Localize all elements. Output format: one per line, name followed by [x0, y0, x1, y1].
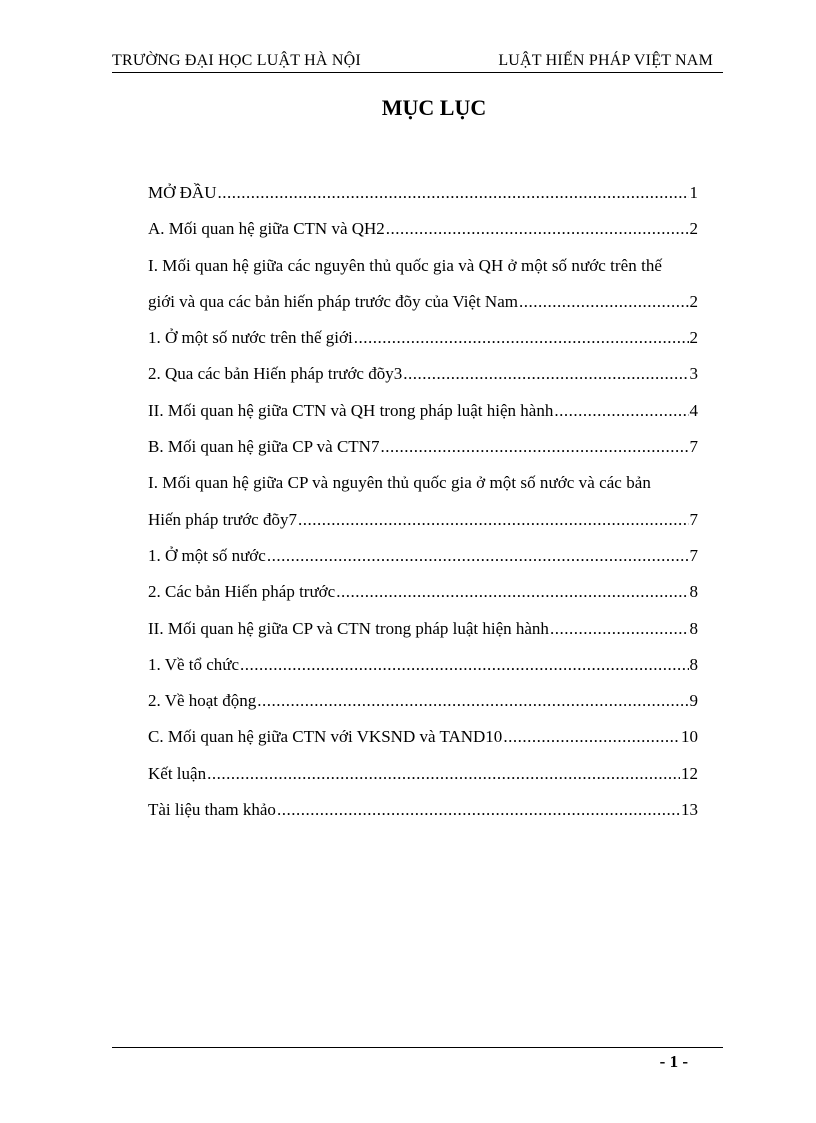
toc-entry-line1[interactable]: I. Mối quan hệ giữa CP và nguyên thủ quốc gia ở một số nước và các bản — [148, 473, 651, 493]
toc-entry[interactable] — [148, 400, 698, 422]
dot-leader — [277, 799, 680, 821]
toc-entry-page: 7 — [689, 437, 698, 457]
toc-entry-page: 9 — [689, 691, 698, 711]
toc-entry[interactable] — [148, 291, 698, 313]
dot-leader — [267, 545, 689, 567]
toc-entry[interactable] — [148, 363, 698, 385]
dot-leader — [207, 763, 680, 785]
header-university: TRƯỜNG ĐẠI HỌC LUẬT HÀ NỘI — [112, 52, 361, 69]
dot-leader — [380, 436, 688, 458]
table-of-contents — [148, 182, 698, 835]
toc-entry-page: 7 — [689, 545, 698, 565]
toc-entry-title: A. Mối quan hệ giữa CTN và QH2 — [148, 219, 385, 239]
toc-entry-title: 1. Về tổ chức — [148, 654, 240, 674]
toc-entry-page: 4 — [689, 400, 698, 420]
toc-entry-title: C. Mối quan hệ giữa CTN với VKSND và TAND10 — [148, 727, 503, 747]
toc-entry-title: Kết luận — [148, 763, 207, 783]
dot-leader — [298, 509, 689, 531]
toc-entry-title: 2. Các bản Hiến pháp trước — [148, 582, 336, 602]
toc-entry-title: giới và qua các bản hiến pháp trước đõy của Việt Nam — [148, 291, 518, 311]
dot-leader — [354, 327, 689, 349]
toc-entry[interactable] — [148, 581, 698, 603]
dot-leader — [336, 581, 688, 603]
toc-entry[interactable] — [148, 799, 698, 821]
toc-entry[interactable] — [148, 690, 698, 712]
toc-entry[interactable] — [148, 545, 698, 567]
toc-entry-title: 2. Về hoạt động — [148, 691, 257, 711]
toc-entry-page: 1 — [689, 183, 698, 202]
toc-entry-title: 2. Qua các bản Hiến pháp trước đõy3 — [148, 364, 403, 384]
dot-leader — [503, 726, 680, 748]
dot-leader — [403, 363, 688, 385]
footer-divider — [112, 1047, 723, 1048]
dot-leader — [386, 218, 689, 240]
toc-entry[interactable] — [148, 182, 698, 204]
dot-leader — [217, 182, 688, 204]
toc-entry-page: 2 — [689, 291, 698, 311]
toc-entry-page: 8 — [689, 654, 698, 674]
toc-entry[interactable] — [148, 763, 698, 785]
dot-leader — [240, 654, 688, 676]
page-title: MỤC LỤC — [381, 95, 487, 120]
toc-entry[interactable] — [148, 726, 698, 748]
toc-entry-line1[interactable]: I. Mối quan hệ giữa các nguyên thủ quốc gia và QH ở một số nước trên thế — [148, 255, 662, 275]
toc-entry[interactable] — [148, 327, 698, 349]
toc-entry-page: 2 — [689, 219, 698, 239]
toc-entry[interactable] — [148, 654, 698, 676]
toc-entry-title: 1. Ở một số nước — [148, 545, 266, 565]
toc-entry-page: 13 — [681, 800, 698, 820]
dot-leader — [519, 291, 689, 313]
toc-entry-page: 10 — [681, 727, 698, 747]
toc-entry-title: Hiến pháp trước đõy7 — [148, 509, 297, 529]
toc-entry[interactable] — [148, 618, 698, 640]
toc-entry-title: MỞ ĐẦU — [148, 183, 217, 202]
toc-entry-page: 12 — [681, 763, 698, 783]
toc-entry-page: 8 — [689, 618, 698, 638]
toc-entry-title: Tài liệu tham khảo — [148, 800, 276, 820]
toc-entry-title: 1. Ở một số nước trên thế giới — [148, 328, 353, 348]
header-subject: LUẬT HIẾN PHÁP VIỆT NAM — [498, 52, 713, 69]
toc-entry-page: 8 — [689, 582, 698, 602]
dot-leader — [550, 618, 689, 640]
toc-entry[interactable] — [148, 436, 698, 458]
toc-entry-page: 2 — [689, 328, 698, 348]
toc-entry[interactable] — [148, 509, 698, 531]
page-number: - 1 - — [659, 1052, 688, 1071]
toc-entry-page: 3 — [689, 364, 698, 384]
toc-entry-title: II. Mối quan hệ giữa CTN và QH trong pháp luật hiện hành — [148, 400, 554, 420]
toc-entry-title: B. Mối quan hệ giữa CP và CTN7 — [148, 437, 380, 457]
dot-leader — [554, 400, 688, 422]
toc-entry-title: II. Mối quan hệ giữa CP và CTN trong pháp luật hiện hành — [148, 618, 549, 638]
toc-entry[interactable] — [148, 218, 698, 240]
running-header — [112, 50, 723, 73]
dot-leader — [257, 690, 688, 712]
toc-entry-page: 7 — [689, 509, 698, 529]
